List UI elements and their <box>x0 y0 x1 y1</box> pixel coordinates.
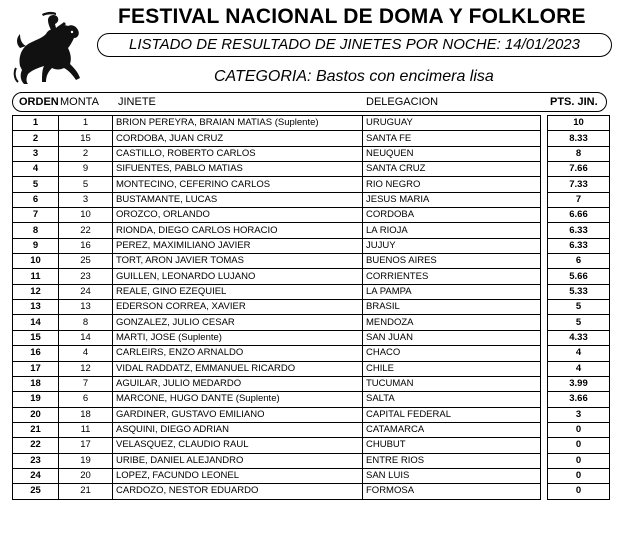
delegacion-cell: CHACO <box>363 346 541 361</box>
delegacion-cell: CHILE <box>363 361 541 376</box>
orden-cell: 7 <box>13 208 59 223</box>
gap-cell <box>541 330 548 345</box>
pts-cell: 6 <box>548 254 610 269</box>
delegacion-cell: FORMOSA <box>363 484 541 499</box>
jinete-cell: MARCONE, HUGO DANTE (Suplente) <box>113 392 363 407</box>
orden-cell: 24 <box>13 468 59 483</box>
gap-cell <box>541 208 548 223</box>
delegacion-cell: ENTRE RIOS <box>363 453 541 468</box>
orden-cell: 12 <box>13 284 59 299</box>
table-row <box>13 300 610 315</box>
jinete-cell: VELASQUEZ, CLAUDIO RAUL <box>113 438 363 453</box>
gap-cell <box>541 238 548 253</box>
pts-cell: 4.33 <box>548 330 610 345</box>
results-table <box>12 115 610 500</box>
monta-cell: 1 <box>59 116 113 131</box>
gap-cell <box>541 192 548 207</box>
orden-cell: 15 <box>13 330 59 345</box>
orden-cell: 14 <box>13 315 59 330</box>
pts-cell: 7.66 <box>548 162 610 177</box>
delegacion-cell: CATAMARCA <box>363 422 541 437</box>
gap-cell <box>541 422 548 437</box>
gap-cell <box>541 223 548 238</box>
delegacion-cell: LA PAMPA <box>363 284 541 299</box>
jinete-cell: TORT, ARON JAVIER TOMAS <box>113 254 363 269</box>
orden-cell: 10 <box>13 254 59 269</box>
delegacion-cell: JESUS MARIA <box>363 192 541 207</box>
delegacion-cell: SAN JUAN <box>363 330 541 345</box>
monta-cell: 18 <box>59 407 113 422</box>
delegacion-cell: SANTA CRUZ <box>363 162 541 177</box>
jinete-cell: GONZALEZ, JULIO CESAR <box>113 315 363 330</box>
delegacion-cell: CORDOBA <box>363 208 541 223</box>
column-header-jinete: JINETE <box>118 96 156 108</box>
orden-cell: 16 <box>13 346 59 361</box>
monta-cell: 17 <box>59 438 113 453</box>
table-row <box>13 116 610 131</box>
table-row <box>13 407 610 422</box>
table-row <box>13 346 610 361</box>
orden-cell: 21 <box>13 422 59 437</box>
gap-cell <box>541 162 548 177</box>
pts-cell: 0 <box>548 422 610 437</box>
orden-cell: 3 <box>13 146 59 161</box>
monta-cell: 9 <box>59 162 113 177</box>
table-row <box>13 146 610 161</box>
category-value: Bastos con encimera lisa <box>315 68 494 85</box>
jinete-cell: CORDOBA, JUAN CRUZ <box>113 131 363 146</box>
category-line <box>214 68 494 86</box>
page-title: FESTIVAL NACIONAL DE DOMA Y FOLKLORE <box>118 5 586 28</box>
pts-cell: 10 <box>548 116 610 131</box>
orden-cell: 8 <box>13 223 59 238</box>
monta-cell: 15 <box>59 131 113 146</box>
table-row <box>13 177 610 192</box>
monta-cell: 2 <box>59 146 113 161</box>
pts-cell: 7.33 <box>548 177 610 192</box>
pts-cell: 6.66 <box>548 208 610 223</box>
delegacion-cell: SALTA <box>363 392 541 407</box>
table-row <box>13 438 610 453</box>
pts-cell: 0 <box>548 438 610 453</box>
gap-cell <box>541 376 548 391</box>
horse-rider-logo-icon <box>12 8 88 86</box>
monta-cell: 6 <box>59 392 113 407</box>
pts-cell: 0 <box>548 484 610 499</box>
jinete-cell: MARTI, JOSE (Suplente) <box>113 330 363 345</box>
jinete-cell: CASTILLO, ROBERTO CARLOS <box>113 146 363 161</box>
monta-cell: 22 <box>59 223 113 238</box>
delegacion-cell: NEUQUEN <box>363 146 541 161</box>
monta-cell: 11 <box>59 422 113 437</box>
pts-cell: 8 <box>548 146 610 161</box>
orden-cell: 17 <box>13 361 59 376</box>
gap-cell <box>541 315 548 330</box>
gap-cell <box>541 392 548 407</box>
pts-cell: 6.33 <box>548 223 610 238</box>
category-label: CATEGORIA: <box>214 68 312 85</box>
gap-cell <box>541 407 548 422</box>
monta-cell: 10 <box>59 208 113 223</box>
gap-cell <box>541 438 548 453</box>
delegacion-cell: CAPITAL FEDERAL <box>363 407 541 422</box>
pts-cell: 0 <box>548 468 610 483</box>
pts-cell: 3.66 <box>548 392 610 407</box>
table-row <box>13 269 610 284</box>
orden-cell: 4 <box>13 162 59 177</box>
orden-cell: 9 <box>13 238 59 253</box>
delegacion-cell: MENDOZA <box>363 315 541 330</box>
table-row <box>13 223 610 238</box>
pts-cell: 5.33 <box>548 284 610 299</box>
table-row <box>13 208 610 223</box>
jinete-cell: PEREZ, MAXIMILIANO JAVIER <box>113 238 363 253</box>
monta-cell: 8 <box>59 315 113 330</box>
results-subtitle: LISTADO DE RESULTADO DE JINETES POR NOCHE: 14/01/2023 <box>97 33 612 57</box>
monta-cell: 3 <box>59 192 113 207</box>
jinete-cell: ASQUINI, DIEGO ADRIAN <box>113 422 363 437</box>
orden-cell: 5 <box>13 177 59 192</box>
pts-cell: 7 <box>548 192 610 207</box>
monta-cell: 4 <box>59 346 113 361</box>
column-header-orden: ORDEN <box>19 96 59 108</box>
orden-cell: 19 <box>13 392 59 407</box>
pts-cell: 6.33 <box>548 238 610 253</box>
orden-cell: 25 <box>13 484 59 499</box>
monta-cell: 16 <box>59 238 113 253</box>
pts-cell: 5 <box>548 300 610 315</box>
jinete-cell: EDERSON CORREA, XAVIER <box>113 300 363 315</box>
table-row <box>13 131 610 146</box>
results-table-body <box>13 116 610 500</box>
column-header-pts: PTS. JIN. <box>550 96 598 108</box>
jinete-cell: CARLEIRS, ENZO ARNALDO <box>113 346 363 361</box>
monta-cell: 13 <box>59 300 113 315</box>
gap-cell <box>541 453 548 468</box>
pts-cell: 0 <box>548 453 610 468</box>
delegacion-cell: BRASIL <box>363 300 541 315</box>
column-header-monta: MONTA <box>60 96 99 108</box>
delegacion-cell: SAN LUIS <box>363 468 541 483</box>
delegacion-cell: JUJUY <box>363 238 541 253</box>
gap-cell <box>541 300 548 315</box>
jinete-cell: LOPEZ, FACUNDO LEONEL <box>113 468 363 483</box>
table-row <box>13 238 610 253</box>
jinete-cell: RIONDA, DIEGO CARLOS HORACIO <box>113 223 363 238</box>
orden-cell: 1 <box>13 116 59 131</box>
jinete-cell: BRION PEREYRA, BRAIAN MATIAS (Suplente) <box>113 116 363 131</box>
table-row <box>13 376 610 391</box>
gap-cell <box>541 346 548 361</box>
delegacion-cell: SANTA FE <box>363 131 541 146</box>
results-table-container <box>12 92 607 500</box>
orden-cell: 13 <box>13 300 59 315</box>
gap-cell <box>541 484 548 499</box>
monta-cell: 5 <box>59 177 113 192</box>
jinete-cell: GARDINER, GUSTAVO EMILIANO <box>113 407 363 422</box>
jinete-cell: REALE, GINO EZEQUIEL <box>113 284 363 299</box>
delegacion-cell: RIO NEGRO <box>363 177 541 192</box>
table-row <box>13 192 610 207</box>
table-row <box>13 453 610 468</box>
pts-cell: 4 <box>548 361 610 376</box>
delegacion-cell: URUGUAY <box>363 116 541 131</box>
column-header-delegacion: DELEGACION <box>366 96 439 108</box>
jinete-cell: CARDOZO, NESTOR EDUARDO <box>113 484 363 499</box>
table-row <box>13 254 610 269</box>
jinete-cell: BUSTAMANTE, LUCAS <box>113 192 363 207</box>
table-row <box>13 484 610 499</box>
gap-cell <box>541 468 548 483</box>
monta-cell: 19 <box>59 453 113 468</box>
table-row <box>13 284 610 299</box>
orden-cell: 6 <box>13 192 59 207</box>
table-row <box>13 162 610 177</box>
jinete-cell: OROZCO, ORLANDO <box>113 208 363 223</box>
jinete-cell: AGUILAR, JULIO MEDARDO <box>113 376 363 391</box>
pts-cell: 5 <box>548 315 610 330</box>
table-row <box>13 315 610 330</box>
monta-cell: 21 <box>59 484 113 499</box>
pts-cell: 5.66 <box>548 269 610 284</box>
monta-cell: 12 <box>59 361 113 376</box>
table-row <box>13 392 610 407</box>
gap-cell <box>541 284 548 299</box>
orden-cell: 11 <box>13 269 59 284</box>
orden-cell: 2 <box>13 131 59 146</box>
table-row <box>13 422 610 437</box>
delegacion-cell: BUENOS AIRES <box>363 254 541 269</box>
gap-cell <box>541 131 548 146</box>
orden-cell: 22 <box>13 438 59 453</box>
orden-cell: 20 <box>13 407 59 422</box>
pts-cell: 8.33 <box>548 131 610 146</box>
gap-cell <box>541 116 548 131</box>
monta-cell: 23 <box>59 269 113 284</box>
delegacion-cell: LA RIOJA <box>363 223 541 238</box>
jinete-cell: URIBE, DANIEL ALEJANDRO <box>113 453 363 468</box>
table-row <box>13 361 610 376</box>
delegacion-cell: CORRIENTES <box>363 269 541 284</box>
gap-cell <box>541 146 548 161</box>
delegacion-cell: TUCUMAN <box>363 376 541 391</box>
table-row <box>13 468 610 483</box>
pts-cell: 4 <box>548 346 610 361</box>
jinete-cell: MONTECINO, CEFERINO CARLOS <box>113 177 363 192</box>
monta-cell: 20 <box>59 468 113 483</box>
jinete-cell: SIFUENTES, PABLO MATIAS <box>113 162 363 177</box>
monta-cell: 7 <box>59 376 113 391</box>
jinete-cell: GUILLEN, LEONARDO LUJANO <box>113 269 363 284</box>
orden-cell: 23 <box>13 453 59 468</box>
orden-cell: 18 <box>13 376 59 391</box>
monta-cell: 24 <box>59 284 113 299</box>
jinete-cell: VIDAL RADDATZ, EMMANUEL RICARDO <box>113 361 363 376</box>
monta-cell: 14 <box>59 330 113 345</box>
monta-cell: 25 <box>59 254 113 269</box>
gap-cell <box>541 254 548 269</box>
pts-cell: 3 <box>548 407 610 422</box>
gap-cell <box>541 269 548 284</box>
gap-cell <box>541 361 548 376</box>
table-header <box>12 92 607 112</box>
gap-cell <box>541 177 548 192</box>
table-row <box>13 330 610 345</box>
delegacion-cell: CHUBUT <box>363 438 541 453</box>
pts-cell: 3.99 <box>548 376 610 391</box>
